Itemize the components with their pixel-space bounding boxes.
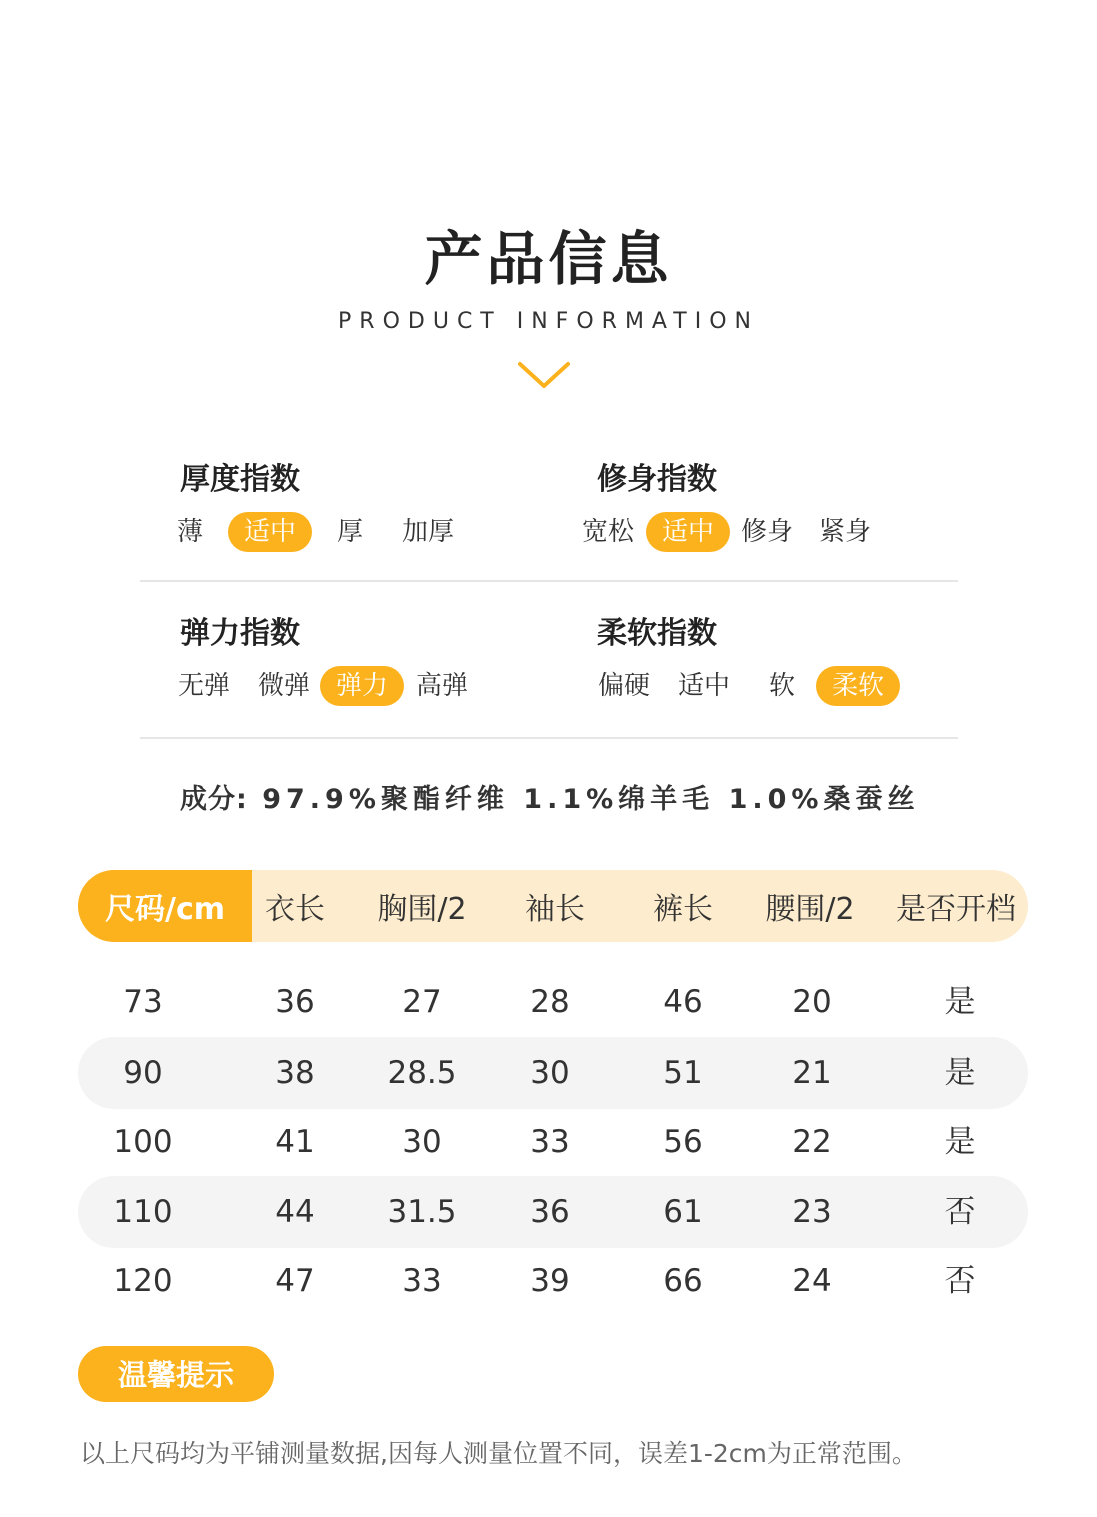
table-header-chest: 胸围/2 [377, 892, 467, 927]
softness-option-selected: 柔软 [816, 666, 900, 706]
table-cell: 30 [530, 1055, 570, 1091]
page-title: 产品信息 [424, 225, 673, 293]
elasticity-option: 微弹 [257, 671, 310, 701]
thickness-index-title: 厚度指数 [180, 462, 300, 497]
table-cell: 27 [402, 984, 442, 1020]
table-cell: 22 [792, 1124, 832, 1160]
table-cell: 41 [275, 1124, 315, 1160]
table-cell: 38 [275, 1055, 315, 1091]
elasticity-option: 无弹 [177, 671, 230, 701]
divider [140, 737, 958, 739]
table-cell: 39 [530, 1263, 570, 1299]
table-cell: 47 [275, 1263, 315, 1299]
table-cell: 28 [530, 984, 570, 1020]
table-cell-size: 110 [113, 1194, 173, 1230]
softness-option: 软 [768, 671, 795, 701]
elasticity-index-title: 弹力指数 [180, 616, 300, 651]
table-cell: 46 [663, 984, 703, 1020]
table-cell: 是 [944, 1055, 976, 1091]
fit-index-title: 修身指数 [597, 462, 717, 497]
table-cell: 30 [402, 1124, 442, 1160]
composition-value: 97.9%聚酯纤维 1.1%绵羊毛 1.0%桑蚕丝 [262, 784, 920, 815]
table-cell: 31.5 [387, 1194, 457, 1230]
chevron-down-icon [514, 358, 574, 394]
softness-index-title: 柔软指数 [597, 616, 717, 651]
elasticity-option: 高弹 [415, 671, 468, 701]
table-cell: 28.5 [387, 1055, 457, 1091]
fit-option: 紧身 [818, 517, 871, 547]
table-cell: 24 [792, 1263, 832, 1299]
fit-option: 宽松 [581, 517, 634, 547]
thickness-option: 加厚 [401, 517, 454, 547]
table-cell: 23 [792, 1194, 832, 1230]
table-cell: 33 [402, 1263, 442, 1299]
table-cell: 否 [944, 1263, 976, 1299]
tips-text: 以上尺码均为平铺测量数据,因每人测量位置不同，误差1-2cm为正常范围。 [80, 1439, 917, 1468]
table-cell: 否 [944, 1194, 976, 1230]
softness-option: 适中 [677, 671, 730, 701]
table-cell: 36 [275, 984, 315, 1020]
fit-option: 修身 [740, 517, 793, 547]
table-cell: 是 [944, 1124, 976, 1160]
composition-label: 成分: [180, 784, 248, 815]
table-cell: 是 [944, 984, 976, 1020]
tips-badge: 温馨提示 [78, 1346, 274, 1402]
table-cell-size: 100 [113, 1124, 173, 1160]
table-header-pants-length: 裤长 [653, 892, 713, 927]
table-header-size: 尺码/cm [105, 892, 225, 927]
elasticity-option-selected: 弹力 [320, 666, 404, 706]
table-cell: 44 [275, 1194, 315, 1230]
table-cell-size: 73 [123, 984, 163, 1020]
table-cell: 56 [663, 1124, 703, 1160]
table-header-length: 衣长 [265, 892, 325, 927]
table-header-open-crotch: 是否开档 [896, 892, 1016, 927]
composition-line [180, 777, 919, 816]
table-cell: 20 [792, 984, 832, 1020]
table-cell: 21 [792, 1055, 832, 1091]
thickness-option: 薄 [176, 517, 203, 547]
divider [140, 580, 958, 582]
table-header-sleeve: 袖长 [525, 892, 585, 927]
thickness-option: 厚 [336, 517, 363, 547]
table-cell: 51 [663, 1055, 703, 1091]
page-subtitle: PRODUCT INFORMATION [338, 309, 759, 334]
softness-option: 偏硬 [597, 671, 650, 701]
table-cell: 36 [530, 1194, 570, 1230]
table-cell: 33 [530, 1124, 570, 1160]
table-header-waist: 腰围/2 [765, 892, 855, 927]
table-cell-size: 90 [123, 1055, 163, 1091]
table-cell-size: 120 [113, 1263, 173, 1299]
fit-option-selected: 适中 [646, 512, 730, 552]
table-cell: 61 [663, 1194, 703, 1230]
table-cell: 66 [663, 1263, 703, 1299]
thickness-option-selected: 适中 [228, 512, 312, 552]
